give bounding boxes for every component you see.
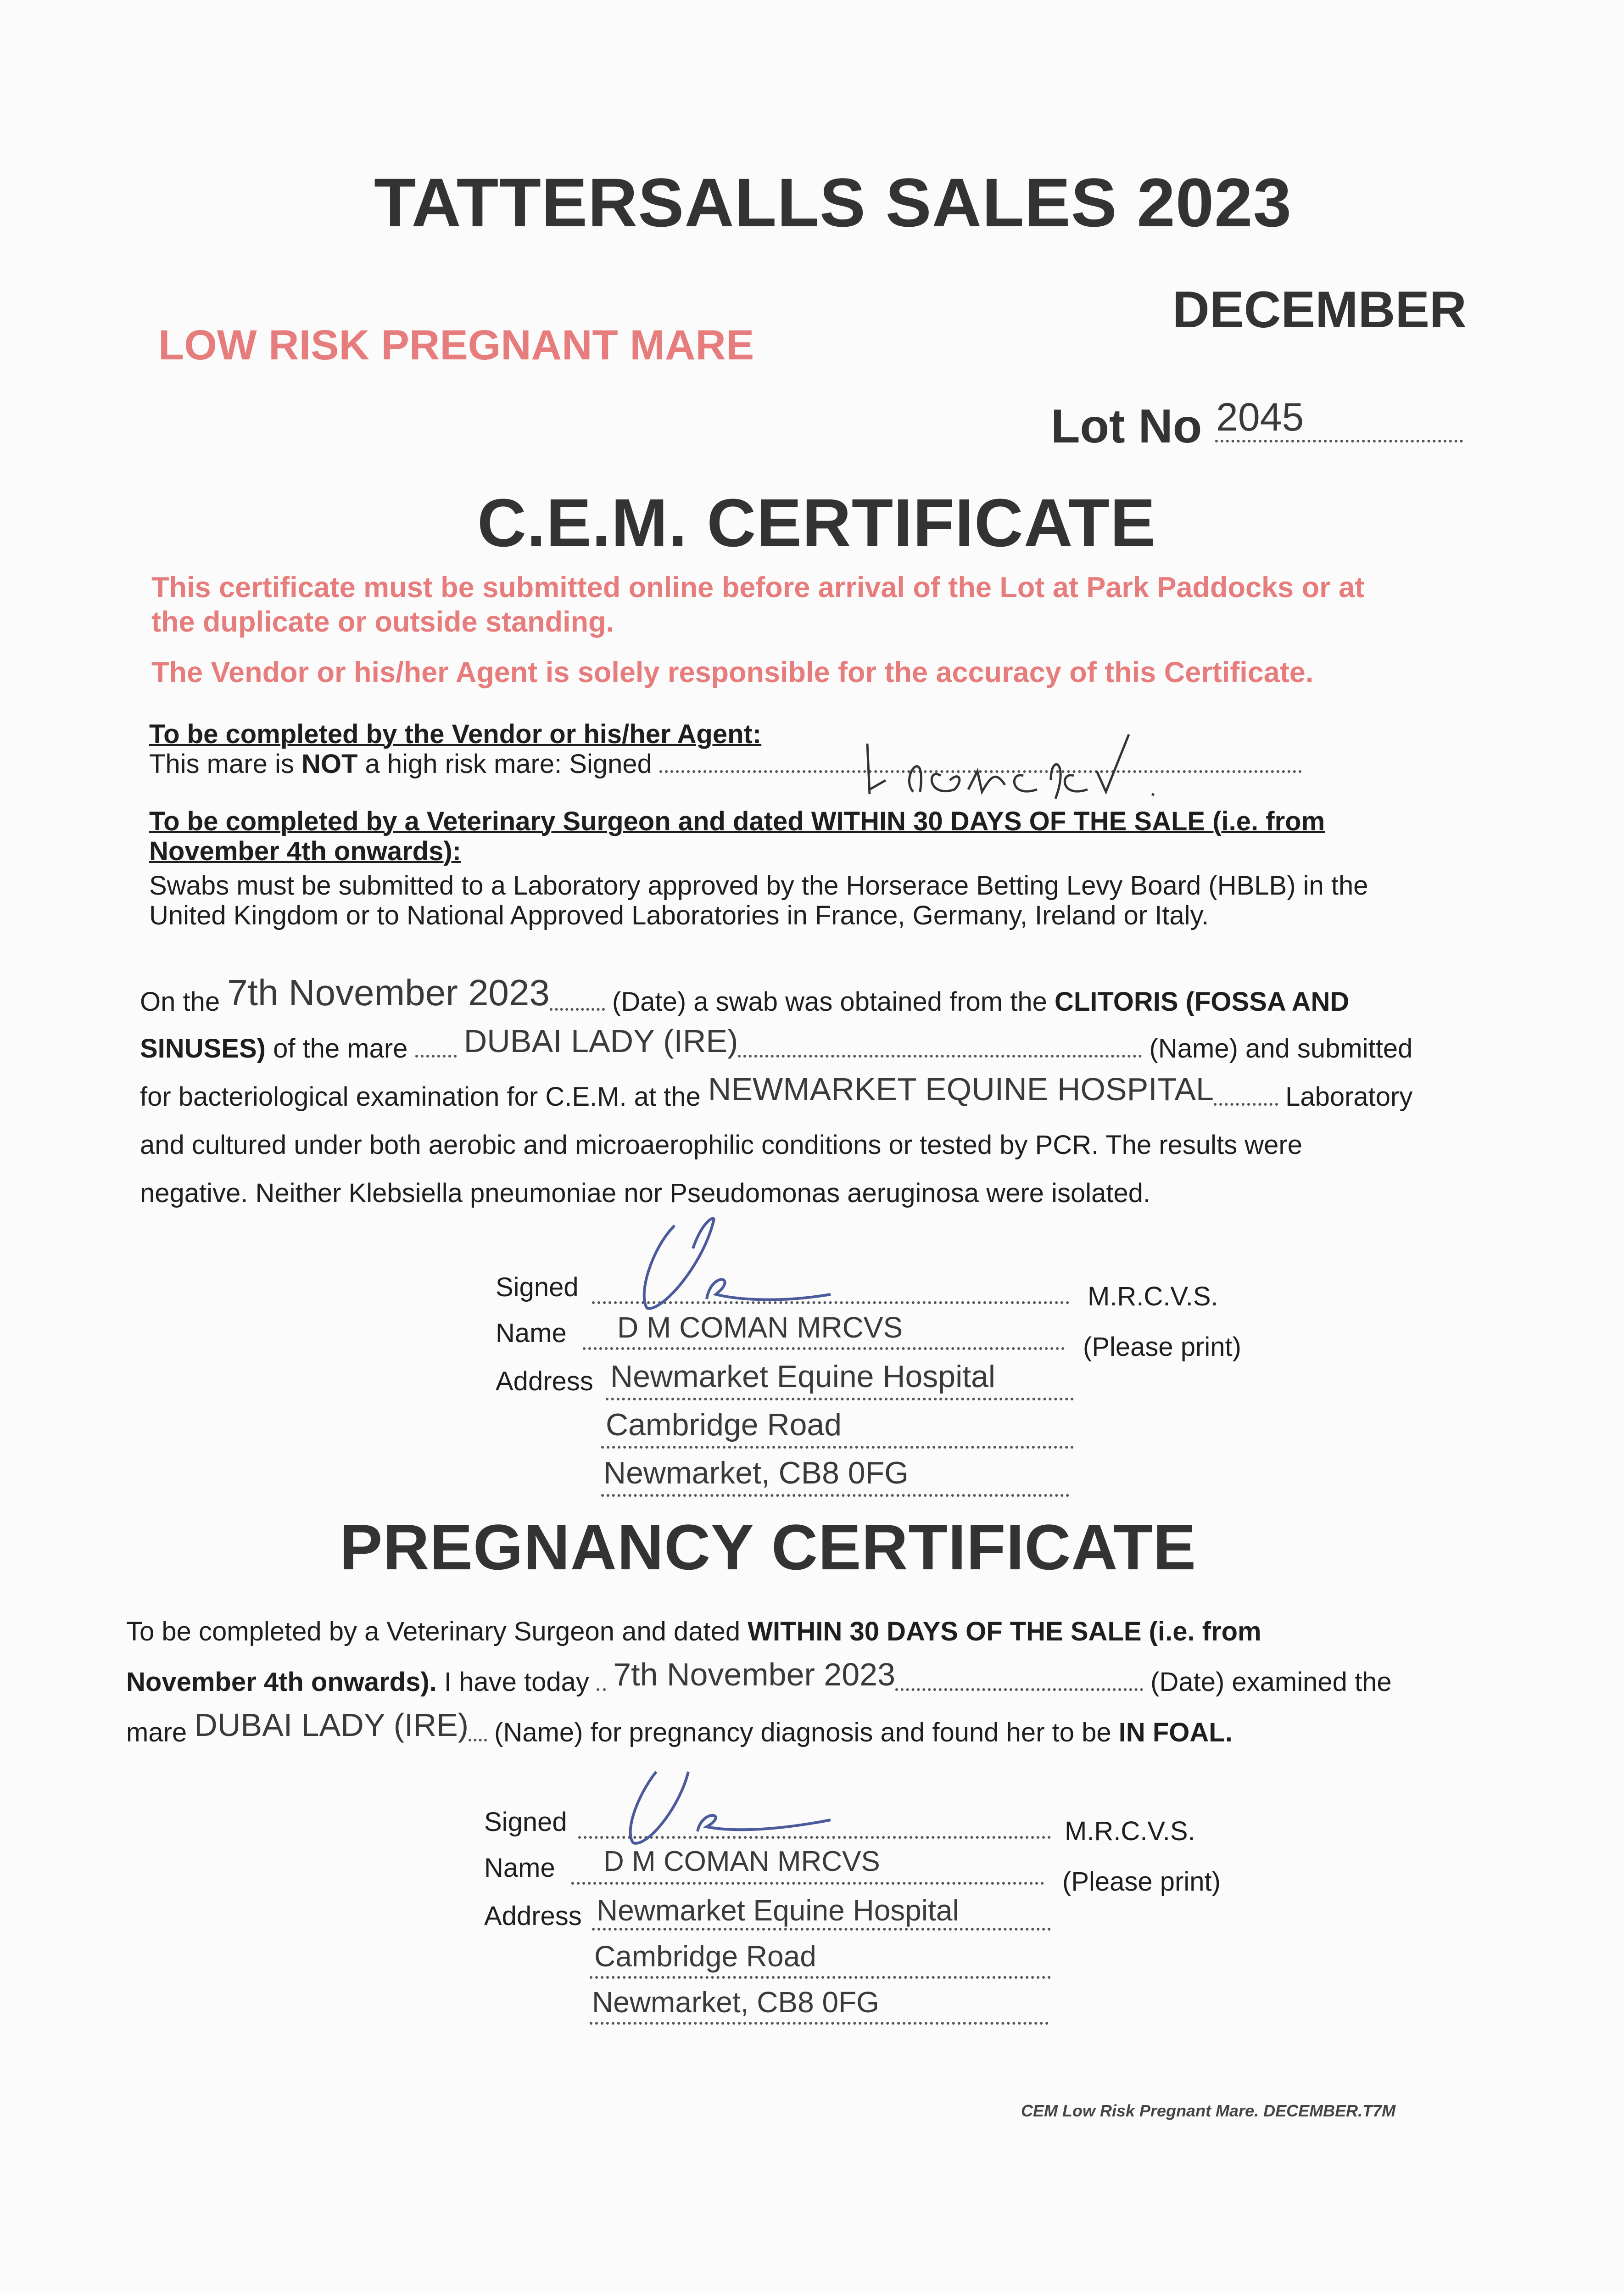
for-bact-text: for bacteriological examination for C.E.M. at the	[140, 1082, 701, 1112]
cem-heading: C.E.M. CERTIFICATE	[477, 485, 1156, 561]
cem-mare-value: DUBAI LADY (IRE)	[463, 1023, 738, 1059]
vendor-signature	[858, 725, 1271, 803]
preg-address-line-1: Newmarket Equine Hospital	[597, 1894, 959, 1927]
pregnancy-line-2	[126, 1657, 1392, 1698]
lot-number: 2045	[1216, 395, 1304, 439]
swab-text-line-2: United Kingdom or to National Approved Laboratories in France, Germany, Ireland or Italy.	[149, 901, 1209, 930]
cem-address-line-2: Cambridge Road	[606, 1407, 842, 1442]
preg-signed-label: Signed	[484, 1807, 567, 1837]
cultured-text: and cultured under both aerobic and microaerophilic conditions or tested by PCR. The results were	[140, 1130, 1302, 1160]
sinuses-text: SINUSES)	[140, 1034, 266, 1064]
lot-label-text: Lot No	[1051, 400, 1202, 453]
preg-vet-name: D M COMAN MRCVS	[603, 1846, 880, 1877]
name-submitted-text: (Name) and submitted	[1149, 1034, 1413, 1064]
pregnancy-l3-b: (Name) for pregnancy diagnosis and found her to be	[494, 1718, 1119, 1747]
preg-address-label: Address	[484, 1901, 582, 1931]
clitoris-text: CLITORIS (FOSSA AND	[1054, 987, 1350, 1017]
pregnancy-l3-a: mare	[126, 1718, 187, 1747]
preg-name-label: Name	[484, 1853, 555, 1883]
cem-vet-signature	[624, 1212, 881, 1327]
cem-signed-label: Signed	[496, 1272, 579, 1302]
cem-lab-line	[140, 1071, 1413, 1113]
preg-please-print: (Please print)	[1062, 1867, 1221, 1897]
vendor-text-not: NOT	[301, 749, 358, 779]
pregnancy-line-1	[126, 1616, 1261, 1648]
in-foal-text: IN FOAL.	[1118, 1718, 1233, 1747]
cem-name-label: Name	[496, 1318, 567, 1348]
preg-mrcvs-label: M.R.C.V.S.	[1065, 1816, 1195, 1846]
swab-text-line-1: Swabs must be submitted to a Laboratory approved by the Horserace Betting Levy Board (HBLB) in the	[149, 871, 1368, 901]
pregnancy-l2-a: November 4th onwards).	[126, 1667, 437, 1697]
preg-address-line-3: Newmarket, CB8 0FG	[592, 1986, 879, 2019]
cem-please-print: (Please print)	[1083, 1332, 1241, 1362]
laboratory-text: Laboratory	[1285, 1082, 1413, 1112]
cem-notice-1-line-2: the duplicate or outside standing.	[151, 606, 614, 638]
cem-notice-1-line-1: This certificate must be submitted online before arrival of the Lot at Park Paddocks or at	[151, 571, 1365, 604]
of-the-mare-text: of the mare	[265, 1034, 408, 1064]
vendor-text-a: This mare is	[149, 749, 301, 779]
pregnancy-mare-value: DUBAI LADY (IRE)	[194, 1707, 469, 1743]
pregnancy-l2-b: I have today	[436, 1667, 589, 1697]
cem-vet-name: D M COMAN MRCVS	[617, 1311, 903, 1344]
pregnancy-l1-b: WITHIN 30 DAYS OF THE SALE (i.e. from	[748, 1617, 1261, 1646]
swab-date-value: 7th November 2023	[227, 972, 550, 1013]
cem-mare-line	[140, 1023, 1413, 1065]
cem-address-label: Address	[496, 1366, 593, 1396]
vendor-heading: To be completed by the Vendor or his/her Agent:	[149, 719, 762, 749]
date-suffix-text: (Date) a swab was obtained from the	[612, 987, 1055, 1017]
negative-text: negative. Neither Klebsiella pneumoniae nor Pseudomonas aeruginosa were isolated.	[140, 1178, 1151, 1208]
vet-heading-line-1: To be completed by a Veterinary Surgeon and dated WITHIN 30 DAYS OF THE SALE (i.e. from	[149, 806, 1325, 836]
cem-date-line	[140, 972, 1350, 1018]
sale-title: TATTERSALLS SALES 2023	[374, 164, 1292, 241]
category-label: LOW RISK PREGNANT MARE	[158, 322, 754, 369]
on-the-text: On the	[140, 987, 220, 1017]
pregnancy-l2-c: (Date) examined the	[1150, 1667, 1392, 1697]
cem-notice-2: The Vendor or his/her Agent is solely responsible for the accuracy of this Certificate.	[151, 656, 1314, 688]
pregnancy-heading: PREGNANCY CERTIFICATE	[340, 1511, 1197, 1583]
sale-month: DECEMBER	[1172, 281, 1467, 338]
lab-value: NEWMARKET EQUINE HOSPITAL	[708, 1071, 1214, 1107]
preg-address-line-2: Cambridge Road	[594, 1940, 816, 1973]
pregnancy-date-value: 7th November 2023	[613, 1657, 896, 1692]
cem-mrcvs-label: M.R.C.V.S.	[1088, 1282, 1218, 1311]
form-code: CEM Low Risk Pregnant Mare. DECEMBER.T7M	[1021, 2101, 1396, 2120]
cem-address-line-1: Newmarket Equine Hospital	[610, 1359, 996, 1394]
vet-heading-line-2: November 4th onwards):	[149, 836, 461, 866]
cem-address-line-3: Newmarket, CB8 0FG	[603, 1455, 909, 1490]
vendor-text-b: a high risk mare: Signed	[357, 749, 652, 779]
pregnancy-line-3	[126, 1707, 1233, 1749]
pregnancy-l1-a: To be completed by a Veterinary Surgeon and dated	[126, 1617, 748, 1646]
preg-vet-signature	[610, 1763, 867, 1854]
